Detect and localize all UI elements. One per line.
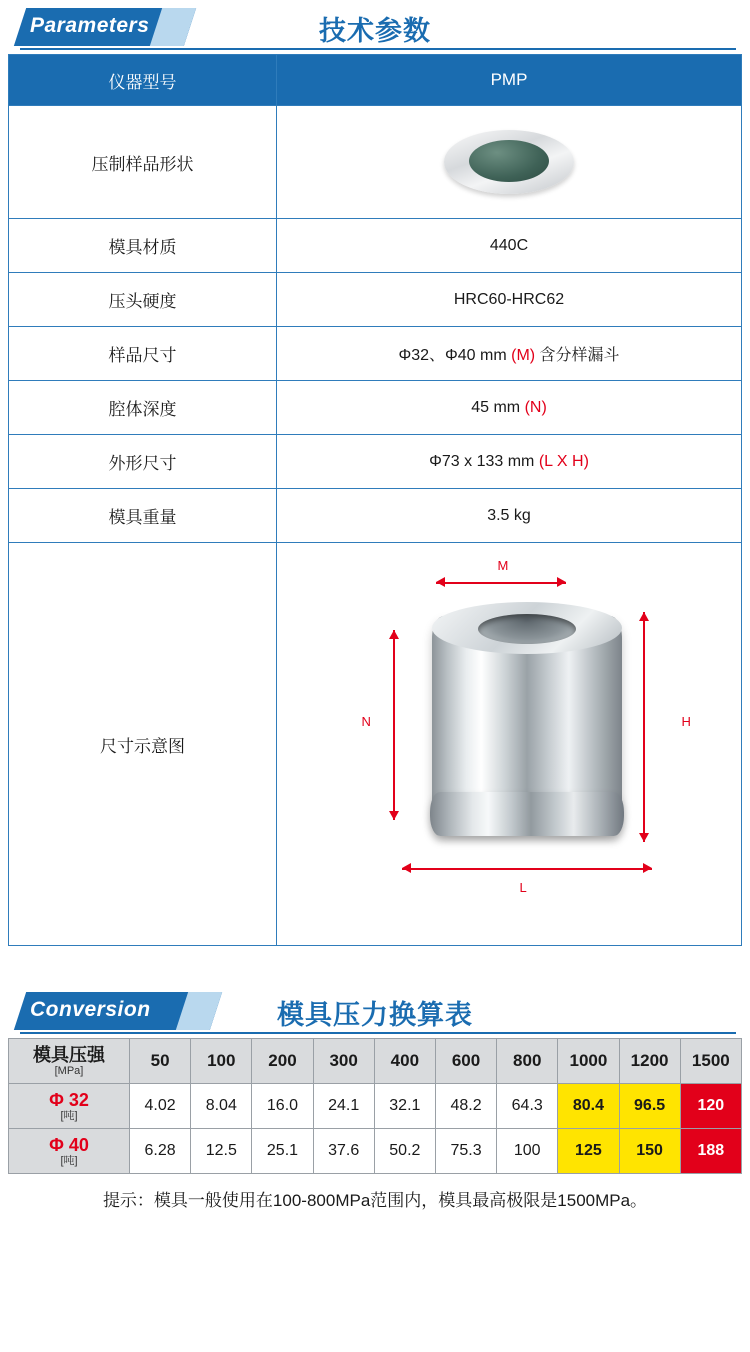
row-value-cavity-depth: [277, 381, 742, 435]
cell-d40-200: 25.1: [252, 1129, 313, 1174]
row-value-sample-size: [277, 327, 742, 381]
cell-d32-200: 16.0: [252, 1084, 313, 1129]
row-value-die-weight: 3.5 kg: [277, 489, 742, 543]
table-row: [9, 1129, 742, 1174]
conversion-col-200: 200: [252, 1039, 313, 1084]
conversion-col-1200: 1200: [619, 1039, 680, 1084]
cell-d40-400: 50.2: [374, 1129, 435, 1174]
conversion-row-label-d40: [9, 1129, 130, 1174]
table-row: [9, 273, 742, 327]
parameters-section-header: [8, 0, 742, 54]
table-row: [9, 489, 742, 543]
dimension-arrow-l: [402, 862, 652, 874]
row-label-punch-hardness: 压头硬度: [9, 273, 277, 327]
row-label-cavity-depth: 腔体深度: [9, 381, 277, 435]
cell-d40-800: 100: [497, 1129, 558, 1174]
conversion-col-800: 800: [497, 1039, 558, 1084]
sample-size-suffix: 含分样漏斗: [535, 347, 620, 364]
row-label-dimension-diagram: 尺寸示意图: [9, 543, 277, 946]
conversion-header-underline: [20, 1032, 736, 1034]
table-row: [9, 219, 742, 273]
header-model-value: PMP: [277, 55, 742, 106]
conversion-header-unit: [MPa]: [54, 1065, 84, 1078]
table-row: [9, 381, 742, 435]
cavity-depth-prefix: 45 mm: [471, 398, 525, 416]
conversion-tip-text: 提示：模具一般使用在100-800MPa范围内，模具最高极限是1500MPa。: [102, 1191, 648, 1210]
table-row: [9, 435, 742, 489]
sample-size-prefix: Φ32、Φ40 mm: [398, 347, 512, 364]
conversion-col-600: 600: [435, 1039, 496, 1084]
pellet-inner-disc: [469, 140, 549, 182]
conversion-col-50: 50: [130, 1039, 191, 1084]
table-row: [9, 106, 742, 219]
table-row: [9, 543, 742, 946]
conversion-row-label-d32: [9, 1084, 130, 1129]
row-label-unit: [吨]: [60, 1110, 78, 1123]
conversion-col-1500: 1500: [680, 1039, 741, 1084]
row-value-outer-size: [277, 435, 742, 489]
cell-d40-1200: 150: [619, 1129, 680, 1174]
dimension-label-h: H: [681, 714, 691, 729]
cell-d40-300: 37.6: [313, 1129, 374, 1174]
conversion-col-400: 400: [374, 1039, 435, 1084]
row-label-main: Φ 40: [49, 1134, 89, 1155]
table-header-row: [9, 55, 742, 106]
conversion-col-100: 100: [191, 1039, 252, 1084]
table-row: [9, 327, 742, 381]
row-label-die-material: 模具材质: [9, 219, 277, 273]
conversion-table: [8, 1038, 742, 1174]
cell-d40-1500: 188: [680, 1129, 741, 1174]
cell-d32-1200: 96.5: [619, 1084, 680, 1129]
cell-d32-50: 4.02: [130, 1084, 191, 1129]
dimension-label-m: M: [497, 558, 509, 573]
row-label-unit: [吨]: [60, 1155, 78, 1168]
die-base-illustration: [430, 792, 624, 836]
parameters-title: 技术参数: [319, 16, 431, 46]
row-label-main: Φ 32: [49, 1089, 89, 1110]
conversion-header-main: 模具压强: [33, 1044, 105, 1065]
cavity-depth-code: (N): [524, 398, 547, 416]
die-dimension-diagram: [282, 554, 737, 934]
dimension-label-n: N: [361, 714, 371, 729]
parameters-tab-label: Parameters: [30, 14, 150, 37]
dimension-arrow-m: [436, 576, 566, 588]
cell-d40-100: 12.5: [191, 1129, 252, 1174]
row-label-sample-size: 样品尺寸: [9, 327, 277, 381]
table-row: [9, 1084, 742, 1129]
dimension-arrow-h: [638, 612, 650, 842]
cell-d32-800: 64.3: [497, 1084, 558, 1129]
cell-d40-600: 75.3: [435, 1129, 496, 1174]
cell-d32-600: 48.2: [435, 1084, 496, 1129]
outer-size-code: (L X H): [538, 452, 589, 470]
row-value-punch-hardness: HRC60-HRC62: [277, 273, 742, 327]
conversion-section-header: [8, 984, 742, 1038]
row-label-outer-size: 外形尺寸: [9, 435, 277, 489]
pellet-sample-icon: [444, 122, 574, 202]
row-label-sample-shape: 压制样品形状: [9, 106, 277, 219]
cell-d40-1000: 125: [558, 1129, 619, 1174]
cell-d40-50: 6.28: [130, 1129, 191, 1174]
conversion-table-wrap: [8, 1038, 742, 1211]
cell-d32-100: 8.04: [191, 1084, 252, 1129]
cell-d32-400: 32.1: [374, 1084, 435, 1129]
row-label-die-weight: 模具重量: [9, 489, 277, 543]
cell-d32-1000: 80.4: [558, 1084, 619, 1129]
parameters-header-underline: [20, 48, 736, 50]
sample-size-code: (M): [511, 347, 536, 364]
parameters-table: [8, 54, 742, 946]
dimension-arrow-n: [388, 630, 400, 820]
row-value-dimension-diagram: [277, 543, 742, 946]
conversion-tab-label: Conversion: [30, 998, 151, 1021]
row-value-die-material: 440C: [277, 219, 742, 273]
row-value-sample-shape: [277, 106, 742, 219]
conversion-title: 模具压力换算表: [277, 1000, 473, 1030]
header-model-label: 仪器型号: [9, 55, 277, 106]
cell-d32-300: 24.1: [313, 1084, 374, 1129]
conversion-header-row: [9, 1039, 742, 1084]
conversion-col-300: 300: [313, 1039, 374, 1084]
outer-size-prefix: Φ73 x 133 mm: [429, 452, 539, 470]
conversion-col-1000: 1000: [558, 1039, 619, 1084]
conversion-header-label: [9, 1039, 130, 1084]
die-bore-hole: [478, 614, 576, 644]
dimension-label-l: L: [519, 880, 527, 895]
cell-d32-1500: 120: [680, 1084, 741, 1129]
